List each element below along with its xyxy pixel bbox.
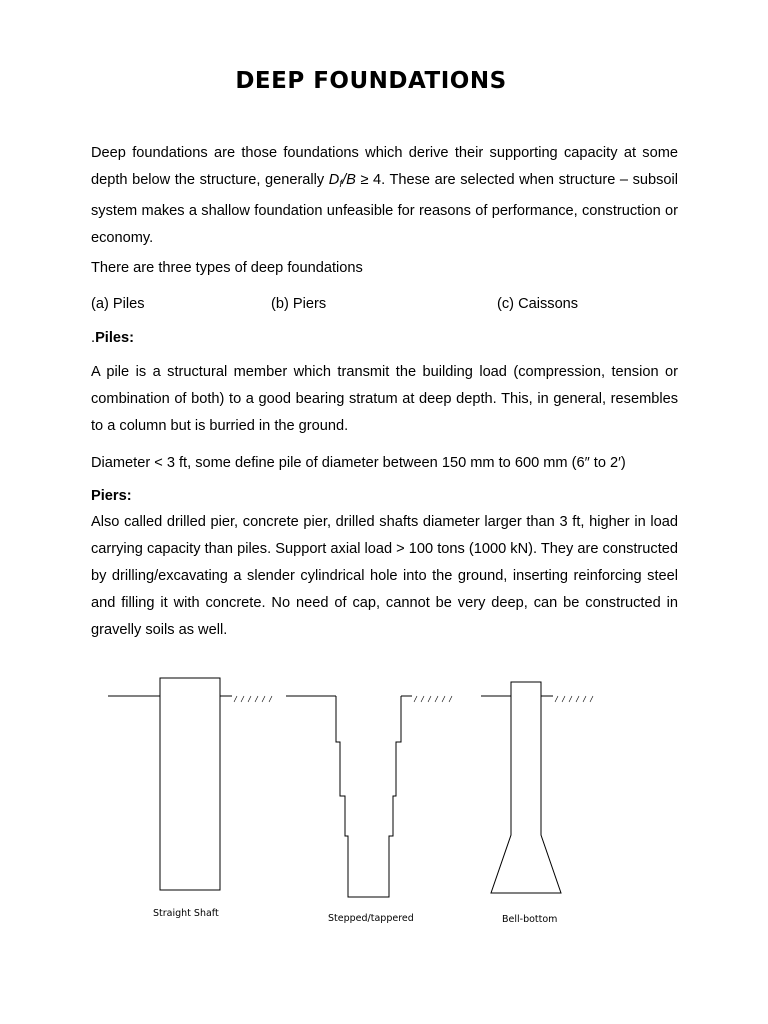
soil-hatch <box>234 696 272 702</box>
piles-prefix: . <box>91 330 96 346</box>
type-piles: (a) Piles <box>91 296 145 312</box>
piers-paragraph: Also called drilled pier, concrete pier, drilled shafts diameter larger than 3 ft, higher in load carrying capacity than piles. Support axial load > 100 tons (1000 kN). They are constructed by drilling/excavating a slender cylindrical hole into the ground, inserting reinforcing steel and filling it with concrete. No need of cap, cannot be very deep, can be constructed in gravelly soils as well. <box>91 514 678 638</box>
piers-heading: Piers: <box>91 488 132 504</box>
piles-paragraph: A pile is a structural member which transmit the building load (compression, tension or combination of both) to a good bearing stratum at deep depth. This, in general, resembles to a column but is burried in the ground. <box>91 364 678 434</box>
caption-stepped: Stepped/tappered <box>328 913 414 924</box>
shaft <box>336 696 401 897</box>
types-intro: There are three types of deep foundations <box>91 260 363 276</box>
soil-hatch <box>555 696 593 702</box>
ratio-d: D <box>328 172 340 188</box>
piles-heading-text: Piles: <box>95 330 134 346</box>
stepped-pier <box>286 696 452 897</box>
bell-bottom-pier <box>481 682 593 893</box>
ratio-b: /B <box>342 172 356 188</box>
ratio-subscript: f <box>339 179 343 190</box>
type-piers: (b) Piers <box>271 296 327 312</box>
piles-diameter: Diameter < 3 ft, some define pile of diameter between 150 mm to 600 mm (6″ to 2′) <box>91 455 626 471</box>
types-list <box>0 291 768 318</box>
type-caissons: (c) Caissons <box>497 296 579 312</box>
piles-heading <box>91 325 134 352</box>
soil-hatch <box>414 696 452 702</box>
page-title: DEEP FOUNDATIONS <box>235 68 507 94</box>
intro-paragraph <box>91 140 678 252</box>
shaft <box>491 682 561 893</box>
straight-shaft-pier <box>108 678 272 890</box>
caption-bell-bottom: Bell-bottom <box>502 914 558 925</box>
shaft <box>160 678 220 890</box>
intro-text-after: ≥ 4. These are selected when structure – subsoil system makes a shallow foundation unfeasible for reasons of performance, construction or economy. <box>91 172 679 246</box>
caption-straight-shaft: Straight Shaft <box>153 908 219 919</box>
intro-text-before: Deep foundations are those foundations which derive their supporting capacity at some depth below the structure, generally <box>91 145 678 188</box>
pier-types-figure <box>0 660 768 900</box>
